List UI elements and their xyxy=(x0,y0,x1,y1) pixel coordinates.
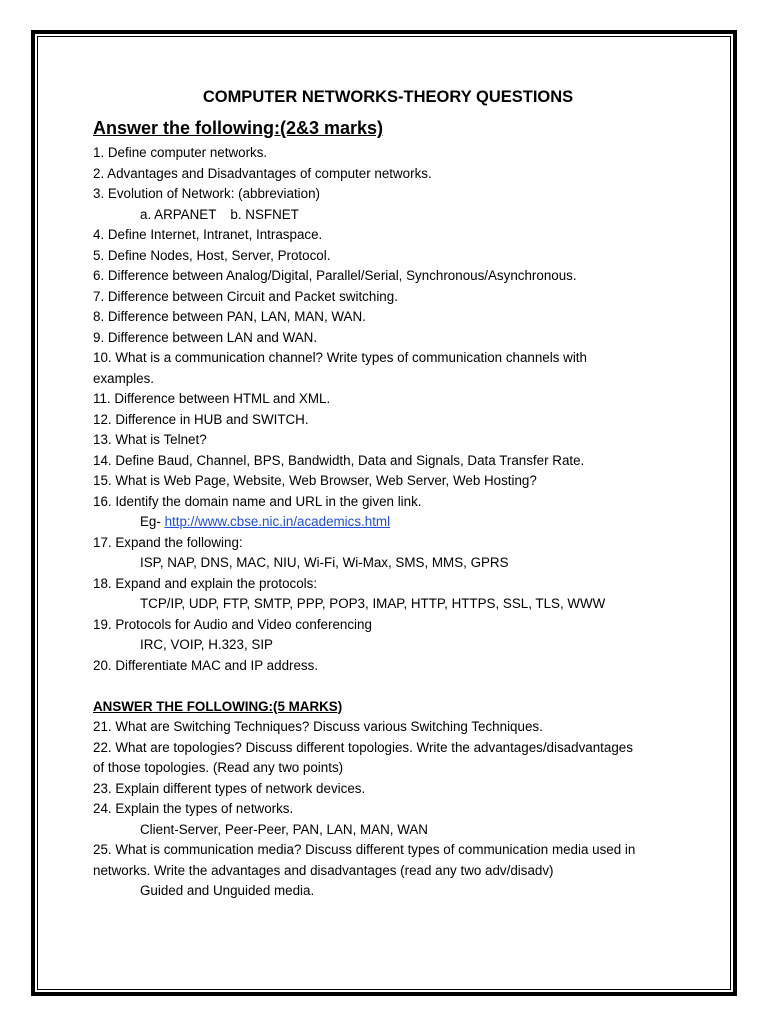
question-3: 3. Evolution of Network: (abbreviation) xyxy=(93,186,321,201)
section-spacer xyxy=(93,676,683,697)
question-2: 2. Advantages and Disadvantages of computer networks. xyxy=(93,165,432,181)
question-3-options xyxy=(93,205,683,226)
question-25-continued: networks. Write the advantages and disadvantages (read any two adv/disadv) xyxy=(93,862,554,878)
question-1: 1. Define computer networks. xyxy=(93,145,268,160)
question-24: 24. Explain the types of networks. xyxy=(93,801,294,816)
question-17: 17. Expand the following: xyxy=(93,534,243,550)
document-title: COMPUTER NETWORKS-THEORY QUESTIONS xyxy=(202,88,574,106)
question-6: 6. Difference between Analog/Digital, Parallel/Serial, Synchronous/Asynchronous. xyxy=(93,268,577,283)
question-19-items: IRC, VOIP, H.323, SIP xyxy=(140,637,273,652)
question-25-items: Guided and Unguided media. xyxy=(140,883,315,898)
document-content xyxy=(93,88,683,902)
question-24-items: Client-Server, Peer-Peer, PAN, LAN, MAN, WAN xyxy=(140,821,428,837)
question-13: 13. What is Telnet? xyxy=(93,432,207,447)
question-18: 18. Expand and explain the protocols: xyxy=(93,575,318,591)
question-8: 8. Difference between PAN, LAN, MAN, WAN. xyxy=(93,309,366,324)
question-12: 12. Difference in HUB and SWITCH. xyxy=(93,411,309,427)
question-10-continued: examples. xyxy=(93,370,155,386)
question-19: 19. Protocols for Audio and Video conferencing xyxy=(93,616,372,632)
question-17-items: ISP, NAP, DNS, MAC, NIU, Wi-Fi, Wi-Max, SMS, MMS, GPRS xyxy=(140,555,509,570)
question-16-example-prefix: Eg- xyxy=(140,514,165,529)
question-18-items: TCP/IP, UDP, FTP, SMTP, PPP, POP3, IMAP, HTTP, HTTPS, SSL, TLS, WWW xyxy=(140,596,606,611)
question-21: 21. What are Switching Techniques? Discuss various Switching Techniques. xyxy=(93,719,543,734)
question-16-example xyxy=(93,512,683,533)
question-14: 14. Define Baud, Channel, BPS, Bandwidth, Data and Signals, Data Transfer Rate. xyxy=(93,452,585,468)
example-url-link[interactable]: http://www.cbse.nic.in/academics.html xyxy=(164,514,391,529)
question-5: 5. Define Nodes, Host, Server, Protocol. xyxy=(93,247,331,263)
question-11: 11. Difference between HTML and XML. xyxy=(93,391,331,406)
section-heading-short-answer: Answer the following:(2&3 marks) xyxy=(93,118,384,138)
question-20: 20. Differentiate MAC and IP address. xyxy=(93,657,319,673)
question-7: 7. Difference between Circuit and Packet switching. xyxy=(93,288,398,304)
question-3-option-a: a. ARPANET xyxy=(140,206,217,222)
question-10: 10. What is a communication channel? Write types of communication channels with xyxy=(93,350,587,365)
question-9: 9. Difference between LAN and WAN. xyxy=(93,329,318,345)
question-25: 25. What is communication media? Discuss different types of communication media used in xyxy=(93,842,636,857)
question-15: 15. What is Web Page, Website, Web Browser, Web Server, Web Hosting? xyxy=(93,473,537,488)
question-3-option-b: b. NSFNET xyxy=(230,206,299,222)
question-23: 23. Explain different types of network devices. xyxy=(93,780,366,796)
question-22: 22. What are topologies? Discuss different topologies. Write the advantages/disadvantages xyxy=(93,739,633,755)
section-heading-long-answer: ANSWER THE FOLLOWING:(5 MARKS) xyxy=(93,698,343,714)
question-22-continued: of those topologies. (Read any two points) xyxy=(93,760,344,775)
question-4: 4. Define Internet, Intranet, Intraspace. xyxy=(93,227,323,242)
question-16: 16. Identify the domain name and URL in the given link. xyxy=(93,493,422,509)
